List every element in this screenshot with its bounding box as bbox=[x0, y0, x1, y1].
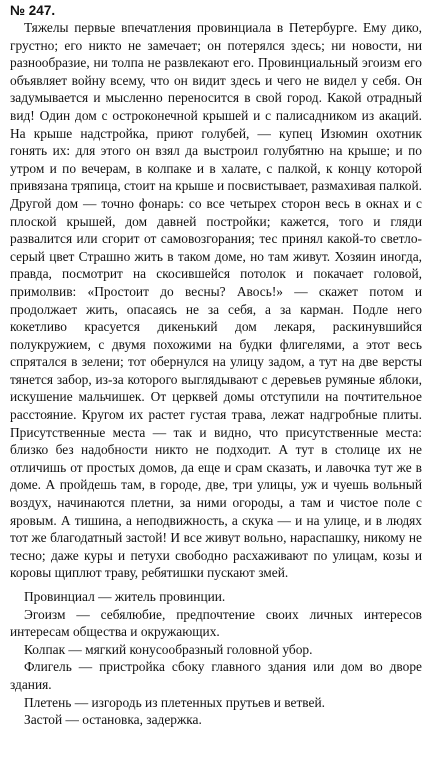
glossary bbox=[10, 588, 422, 729]
exercise-text: Тяжелы первые впечатления провинциала в Петербурге. Ему дико, грустно; его никто не замечает; он потерялся здесь; ни новости, ни разнообразие, ни толпа не развлекают его. Провинциальный эгоизм его объявляет войну всему, что он видит здесь и чего не видел у себя. Он задумывается и мысленно переносится в свой город. Какой отрадный вид! Один дом с остроконечной крышей и с палисадником из акаций. На крыше надстройка, приют голубей, — купец Изюмин охотник гонять их: для этого он взял да выстроил голубятню на крыше; и по утром и по вечерам, в колпаке и в халате, с палкой, к концу которой привязана тряпица, стоит на крыше и посвистывает, размахивая палкой. Другой дом — точно фонарь: со все четырех сторон весь в окнах и с плоской крышей, дом давней постройки; кажется, того и гляди развалится или сгорит от самовозгорания; тес принял какой-то светло-серый цвет Страшно жить в таком доме, но там живут. Хозяин иногда, правда, посмотрит на скосившейся потолок и покачает головой, примолвив: «Простоит до весны? Авось!» — скажет потом и продолжает жить, опасаясь не за себя, а за карман. Подле него кокетливо красуется дикенький дом лекаря, раскинувшийся полукружием, с двумя похожими на будки флигелями, а этот весь спрятался в зелени; тот обернулся на улицу задом, а тут на две версты тянется забор, из-за которого выглядывают с деревьев румяные яблоки, искушение мальчишек. От церквей домы отступили на почтительное расстояние. Кругом их растет густая трава, лежат надгробные плиты. Присутственные места — так и видно, что присутственные места: близко без надобности никто не подходит. А тут в столице их не отличишь от простых домов, да еще и срам сказать, и лавочка тут же в доме. А пройдешь там, в городе, две, три улицы, уж и чуешь вольный воздух, начинаются плетни, за ними огороды, а там и чистое поле с яровым. А тишина, а неподвижность, а скука — и на улице, и в людях тот же благодатный застой! И все живут вольно, нараспашку, никому не тесно; даже куры и петухи свободно расхаживают по улицам, козы и коровы щиплют траву, ребятишки пускают змей. bbox=[10, 20, 422, 581]
glossary-entry-pleten: Плетень — изгородь из плетенных прутьев и ветвей. bbox=[24, 694, 326, 710]
glossary-entry-provincial: Провинциал — житель провинции. bbox=[24, 589, 226, 604]
glossary-entry-zastoi: Застой — остановка, задержка. bbox=[24, 712, 202, 728]
glossary-entry-kolpak: Колпак — мягкий конусообразный головной убор. bbox=[24, 641, 313, 657]
glossary-entry-egoism: Эгоизм — себялюбие, предпочтение своих личных интересов интересам общества и окружающих. bbox=[10, 606, 422, 640]
glossary-entry-fligel: Флигель — пристройка сбоку главного здания или дом во дворе здания. bbox=[10, 659, 422, 692]
exercise-number: № 247. bbox=[10, 3, 56, 18]
